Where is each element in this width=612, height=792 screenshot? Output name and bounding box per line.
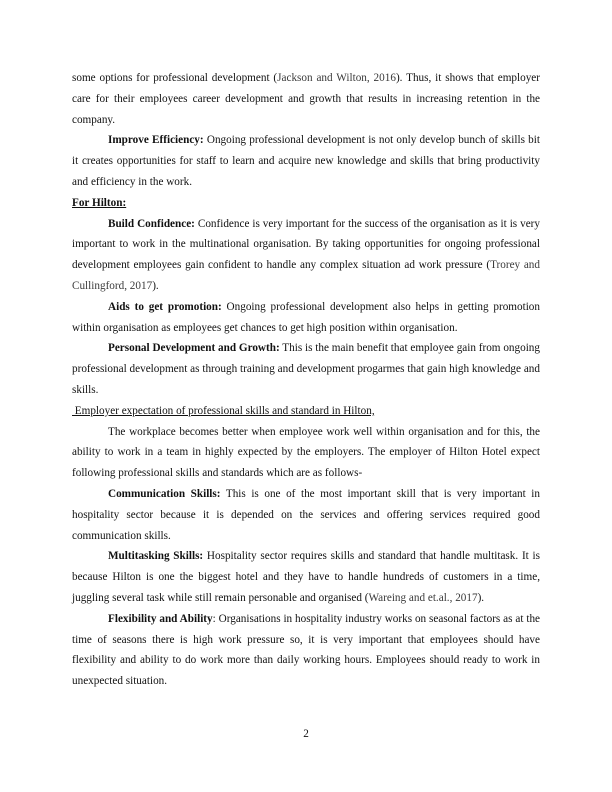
paragraph-build-confidence: Build Confidence: Confidence is very important for the success of the organisation as it is very important to work in the multinational organisation. By taking opportunities for ongoing professional development employees gain confident to handle any complex situation ad work pressure (Trorey and Cullingford, 2017).	[72, 217, 541, 292]
paragraph-communication-skills: Communication Skills: This is one of the most important skill that is very important in hospitality sector because it is depended on the services and offering services required good communication skills.	[72, 487, 541, 542]
paragraph-workplace: The workplace becomes better when employee work well within organisation and for this, the ability to work in a team in highly expected by the employers. The employer of Hilton Hotel expect following professional skills and standards which are as follows-	[72, 425, 540, 480]
term-improve-efficiency: Improve Efficiency:	[108, 134, 204, 147]
heading-for-hilton: For Hilton:	[72, 196, 127, 209]
term-multitasking-skills: Multitasking Skills:	[108, 550, 204, 563]
paragraph-multitasking-skills: Multitasking Skills: Hospitality sector requires skills and standard that handle multitask. It is because Hilton is one the biggest hotel and they have to handle hundreds of customers in a time, juggling several task while still remain personable and organised (Wareing and et.al., 2017).	[72, 550, 540, 604]
citation: Wareing and et.al., 2017	[368, 591, 478, 604]
term-personal-development: Personal Development and Growth:	[108, 342, 280, 355]
paragraph-personal-development: Personal Development and Growth: This is the main benefit that employee gain from ongoing professional development as through training and development progarmes that gain high knowledge and skills.	[72, 342, 540, 396]
term-communication-skills: Communication Skills:	[108, 487, 221, 500]
term-aids-promotion: Aids to get promotion:	[108, 300, 222, 313]
paragraph-improve-efficiency: Improve Efficiency: Ongoing professional development is not only develop bunch of skills bit it creates opportunities for staff to learn and acquire new knowledge and skills that bring productivity and efficiency in the work.	[72, 134, 540, 188]
citation: Jackson and Wilton, 2016	[277, 72, 396, 84]
paragraph-flexibility-ability: Flexibility and Ability: Organisations in hospitality industry works on seasonal factors as at the time of seasons there is high work pressure so, it is very important that employees should have flexibility and ability to do work more than daily working hours. Employees should ready to work in unexpected situation.	[72, 612, 540, 688]
citation: Trorey and Cullingford, 2017	[72, 259, 540, 292]
paragraph-development-options: some options for professional development (Jackson and Wilton, 2016). Thus, it shows that employer care for their employees career development and growth that results in increasing retention in the company.	[72, 72, 540, 126]
page-number: 2	[303, 728, 309, 740]
term-build-confidence: Build Confidence:	[108, 217, 195, 230]
paragraph-aids-promotion: Aids to get promotion: Ongoing professional development also helps in getting promotion within organisation as employees get chances to get high position within organisation.	[72, 300, 540, 334]
term-flexibility-ability: Flexibility and Ability	[108, 612, 213, 625]
subheading-employer-expectation: Employer expectation of professional skills and standard in Hilton,	[72, 404, 375, 417]
page-body	[72, 68, 540, 692]
